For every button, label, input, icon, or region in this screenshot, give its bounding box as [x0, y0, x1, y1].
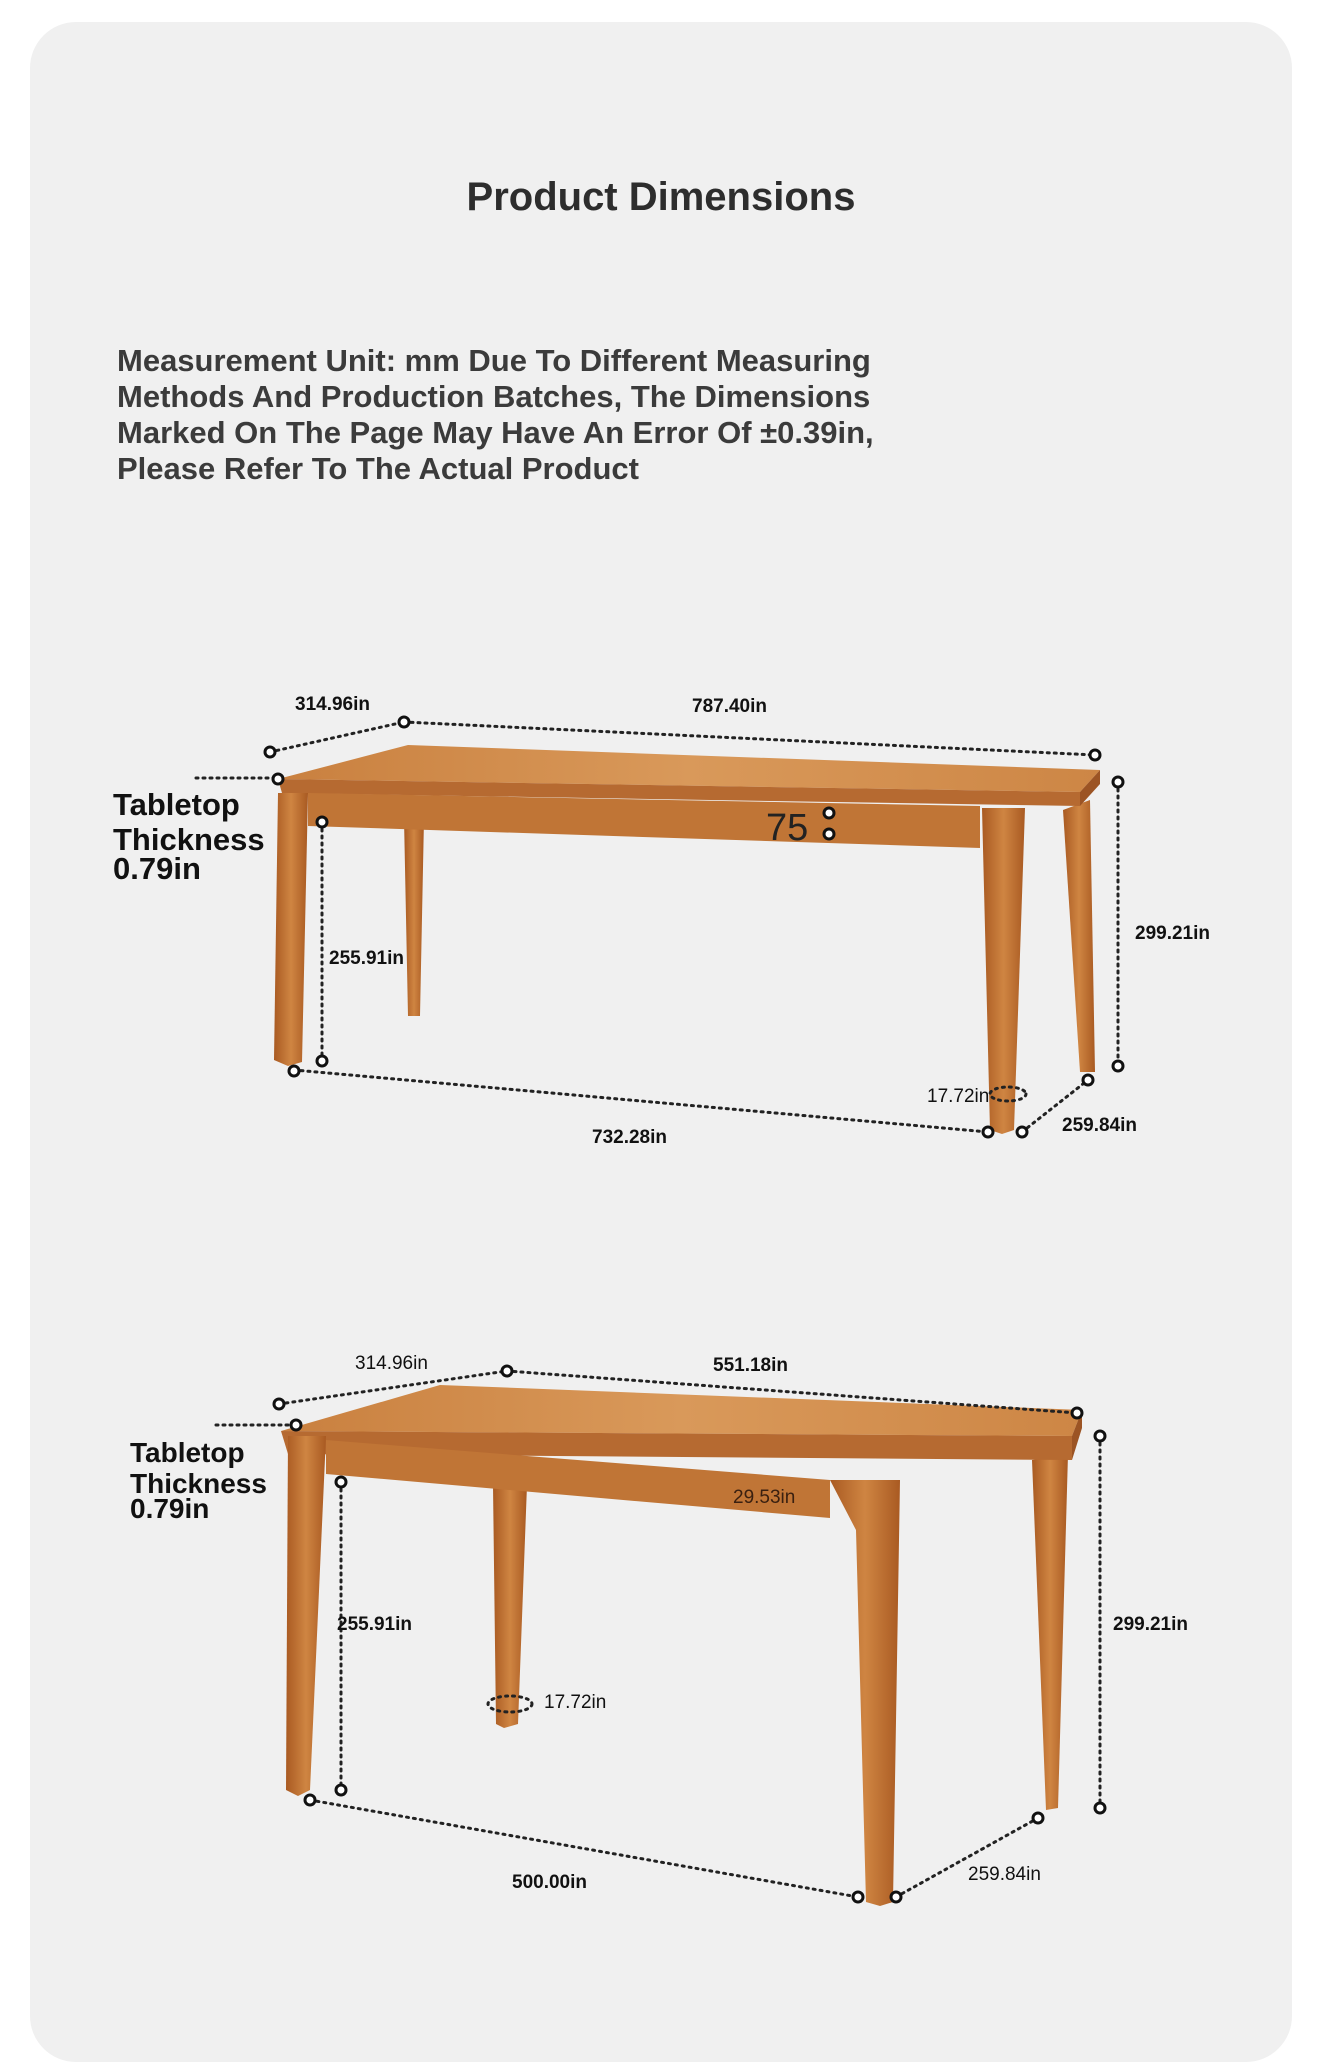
back-right-leg: [1032, 1454, 1068, 1810]
t2-thickness-line1: Tabletop: [130, 1437, 245, 1468]
t2-span-depth-label: 259.84in: [968, 1864, 1041, 1885]
t1-thickness-line3: 0.79in: [113, 851, 201, 886]
front-left-leg: [286, 1436, 326, 1796]
front-left-leg: [274, 793, 308, 1066]
t2-length-label: 551.18in: [713, 1355, 788, 1376]
t1-span-depth-label: 259.84in: [1062, 1115, 1137, 1136]
t1-thickness-line2: Thickness: [113, 822, 265, 857]
t2-total-height-label: 299.21in: [1113, 1614, 1188, 1635]
t1-leg-width-label: 17.72in: [927, 1086, 990, 1107]
t2-thickness-line2: Thickness: [130, 1468, 267, 1499]
t1-thickness-line1: Tabletop: [113, 787, 240, 822]
page-title: Product Dimensions: [466, 175, 856, 219]
t2-apron-height-label: 29.53in: [733, 1487, 796, 1508]
back-left-leg: [404, 818, 424, 1016]
table-2-drawing: [281, 1385, 1082, 1906]
back-right-leg: [1063, 800, 1095, 1072]
table-1-drawing: [274, 745, 1100, 1134]
t1-apron-mark: 75: [766, 807, 809, 849]
t2-leg-height-label: 255.91in: [337, 1614, 412, 1635]
t2-depth-label: 314.96in: [355, 1353, 428, 1374]
t1-length-label: 787.40in: [692, 696, 767, 717]
back-left-leg: [493, 1485, 527, 1728]
t1-depth-label: 314.96in: [295, 694, 370, 715]
t1-span-length-label: 732.28in: [592, 1127, 667, 1148]
front-right-leg: [830, 1480, 900, 1906]
t2-span-length-label: 500.00in: [512, 1872, 587, 1893]
tabletop-surface: [281, 1385, 1082, 1436]
t2-thickness-line3: 0.79in: [130, 1493, 210, 1524]
measurement-note: Measurement Unit: mm Due To Different Measuring Methods And Production Batches, The Dimensions Marked On The Page May Have An Error Of ±0.39in, Please Refer To The Actual Product: [117, 343, 874, 486]
t1-total-height-label: 299.21in: [1135, 923, 1210, 944]
t1-leg-height-label: 255.91in: [329, 948, 404, 969]
t2-leg-width-label: 17.72in: [544, 1692, 607, 1713]
